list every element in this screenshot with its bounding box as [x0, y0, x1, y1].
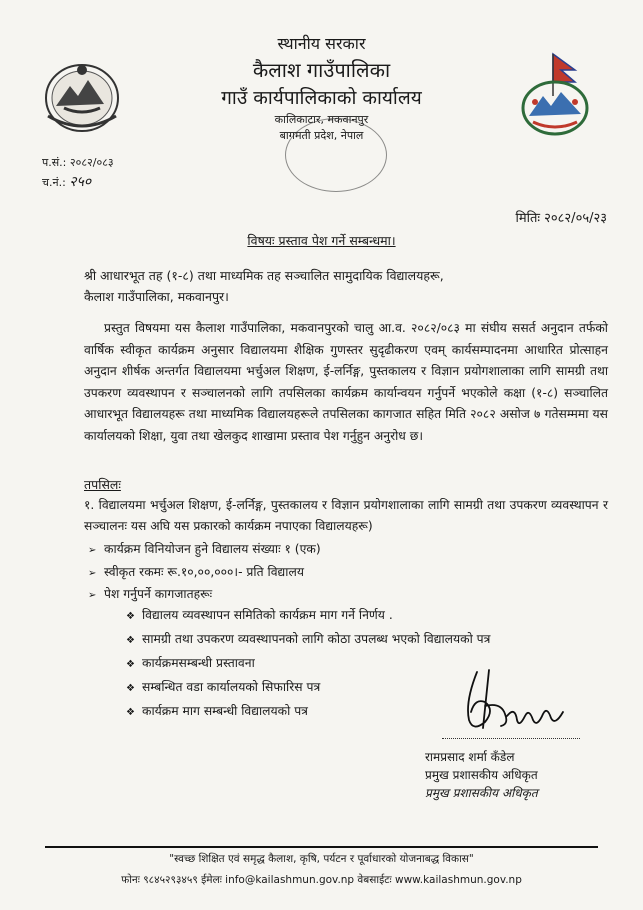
addressee-line-1: श्री आधारभूत तह (१-८) तथा माध्यमिक तह सञ्चालित सामुदायिक विद्यालयहरू,	[84, 268, 444, 283]
letter-body: प्रस्तुत विषयमा यस कैलाश गाउँपालिका, मकवानपुरको चालु आ.व. २०८२/०८३ मा संघीय ससर्त अनुदान तर्फको वार्षिक स्वीकृत कार्यक्रम अनुसार विद्यालयमा शैक्षिक गुणस्तर सुदृढीकरण एवम् कार्यसम्पादनमा आधारित प्रोत्साहन अनुदान शीर्षक अन्तर्गत विद्यालयमा भर्चुअल शिक्षण, ई-लर्निङ्ग, पुस्तकालय र विज्ञान प्रयोगशालाका लागि सामग्री तथा उपकरण व्यवस्थापन र सञ्चालनको लागि तपसिलका कार्यक्रम कार्यान्वयन गर्नुपर्ने भएकोले कक्षा (१-८) सञ्चालित आधारभूत विद्यालयहरू तथा माध्यमिक विद्यालयहरूले तपसिलका कागजात सहित मिति २०८२ असोज ७ गतेसम्ममा यस कार्यालयको शिक्षा, युवा तथा खेलकुद शाखामा प्रस्ताव पेश गर्नुहुन अनुरोध छ।	[84, 321, 608, 443]
list-item: ➢ स्वीकृत रकमः रू.१०,००,०००।- प्रति विद्यालय	[88, 562, 321, 585]
address-line-1: कालिकाटार, मकवानपुर	[274, 113, 369, 126]
signatory-block	[425, 748, 585, 802]
ps-value: २०८२/०८३	[69, 156, 114, 169]
list-item: ❖ कार्यक्रमसम्बन्धी प्रस्तावना	[126, 652, 490, 676]
list-item: ➢ कार्यक्रम विनियोजन हुने विद्यालय संख्याः १ (एक)	[88, 539, 321, 562]
signatory-title: प्रमुख प्रशासकीय अधिकृत	[425, 768, 538, 782]
ps-label: प.सं.:	[42, 156, 67, 169]
addressee	[84, 265, 444, 307]
arrow-bullet-icon: ➢	[88, 567, 97, 579]
municipality-name: कैलाश गाउँपालिका	[252, 58, 391, 82]
annex-title: तपसिलः	[84, 477, 121, 492]
addressee-line-2: कैलाश गाउँपालिका, मकवानपुर।	[84, 289, 229, 304]
required-documents-list	[126, 604, 490, 724]
cn-value: २५०	[69, 174, 92, 190]
diamond-bullet-icon: ❖	[126, 611, 135, 622]
government-heading: स्थानीय सरकार	[277, 34, 366, 53]
list-item: ❖ कार्यक्रम माग सम्बन्धी विद्यालयको पत्र	[126, 700, 490, 724]
diamond-bullet-icon: ❖	[126, 659, 135, 670]
signature-line	[442, 738, 580, 739]
reference-number	[42, 155, 114, 170]
arrow-bullet-icon: ➢	[88, 590, 97, 601]
letter-date: मितिः २०८२/०५/२३	[515, 211, 607, 226]
list-item: ❖ विद्यालय व्यवस्थापन समितिको कार्यक्रम माग गर्ने निर्णय .	[126, 604, 490, 628]
footer-divider	[45, 846, 598, 848]
footer-contact: फोनः ९८४५२९३४५९ ईमेलः info@kailashmun.gov.np वेबसाईटः www.kailashmun.gov.np	[121, 874, 522, 886]
address-line-2: बागमती प्रदेश, नेपाल	[279, 129, 364, 142]
list-item: ➢ पेश गर्नुपर्ने कागजातहरूः	[88, 584, 321, 607]
signature-icon	[455, 662, 575, 738]
arrow-bullet-icon: ➢	[88, 545, 97, 556]
footer-motto: "स्वच्छ शिक्षित एवं समृद्ध कैलाश, कृषि, पर्यटन र पूर्वाधारको योजनाबद्ध विकास"	[169, 853, 474, 865]
diamond-bullet-icon: ❖	[126, 635, 135, 646]
signatory-stamp-title: प्रमुख प्रशासकीय अधिकृत	[425, 786, 538, 800]
list-item: ❖ सामग्री तथा उपकरण व्यवस्थापनको लागि कोठा उपलब्ध भएको विद्यालयको पत्र	[126, 628, 490, 652]
signatory-name: रामप्रसाद शर्मा कँडेल	[425, 750, 515, 764]
office-stamp-icon	[285, 118, 387, 192]
program-points-list	[88, 539, 321, 607]
diamond-bullet-icon: ❖	[126, 683, 135, 694]
dispatch-number	[42, 172, 91, 191]
office-name: गाउँ कार्यपालिकाको कार्यालय	[221, 87, 422, 109]
cn-label: च.नं.:	[42, 176, 66, 189]
list-item: ❖ सम्बन्धित वडा कार्यालयको सिफारिस पत्र	[126, 676, 490, 700]
diamond-bullet-icon: ❖	[126, 707, 135, 718]
letter-subject: विषयः प्रस्ताव पेश गर्ने सम्बन्धमा।	[247, 233, 396, 248]
annex-item-1: १. विद्यालयमा भर्चुअल शिक्षण, ई-लर्निङ्ग, पुस्तकालय र विज्ञान प्रयोगशालाका लागि सामग्री तथा उपकरण व्यवस्थापन र सञ्चालनः यस अघि यस प्रकारको कार्यक्रम नपाएका विद्यालयहरू)	[84, 498, 608, 533]
